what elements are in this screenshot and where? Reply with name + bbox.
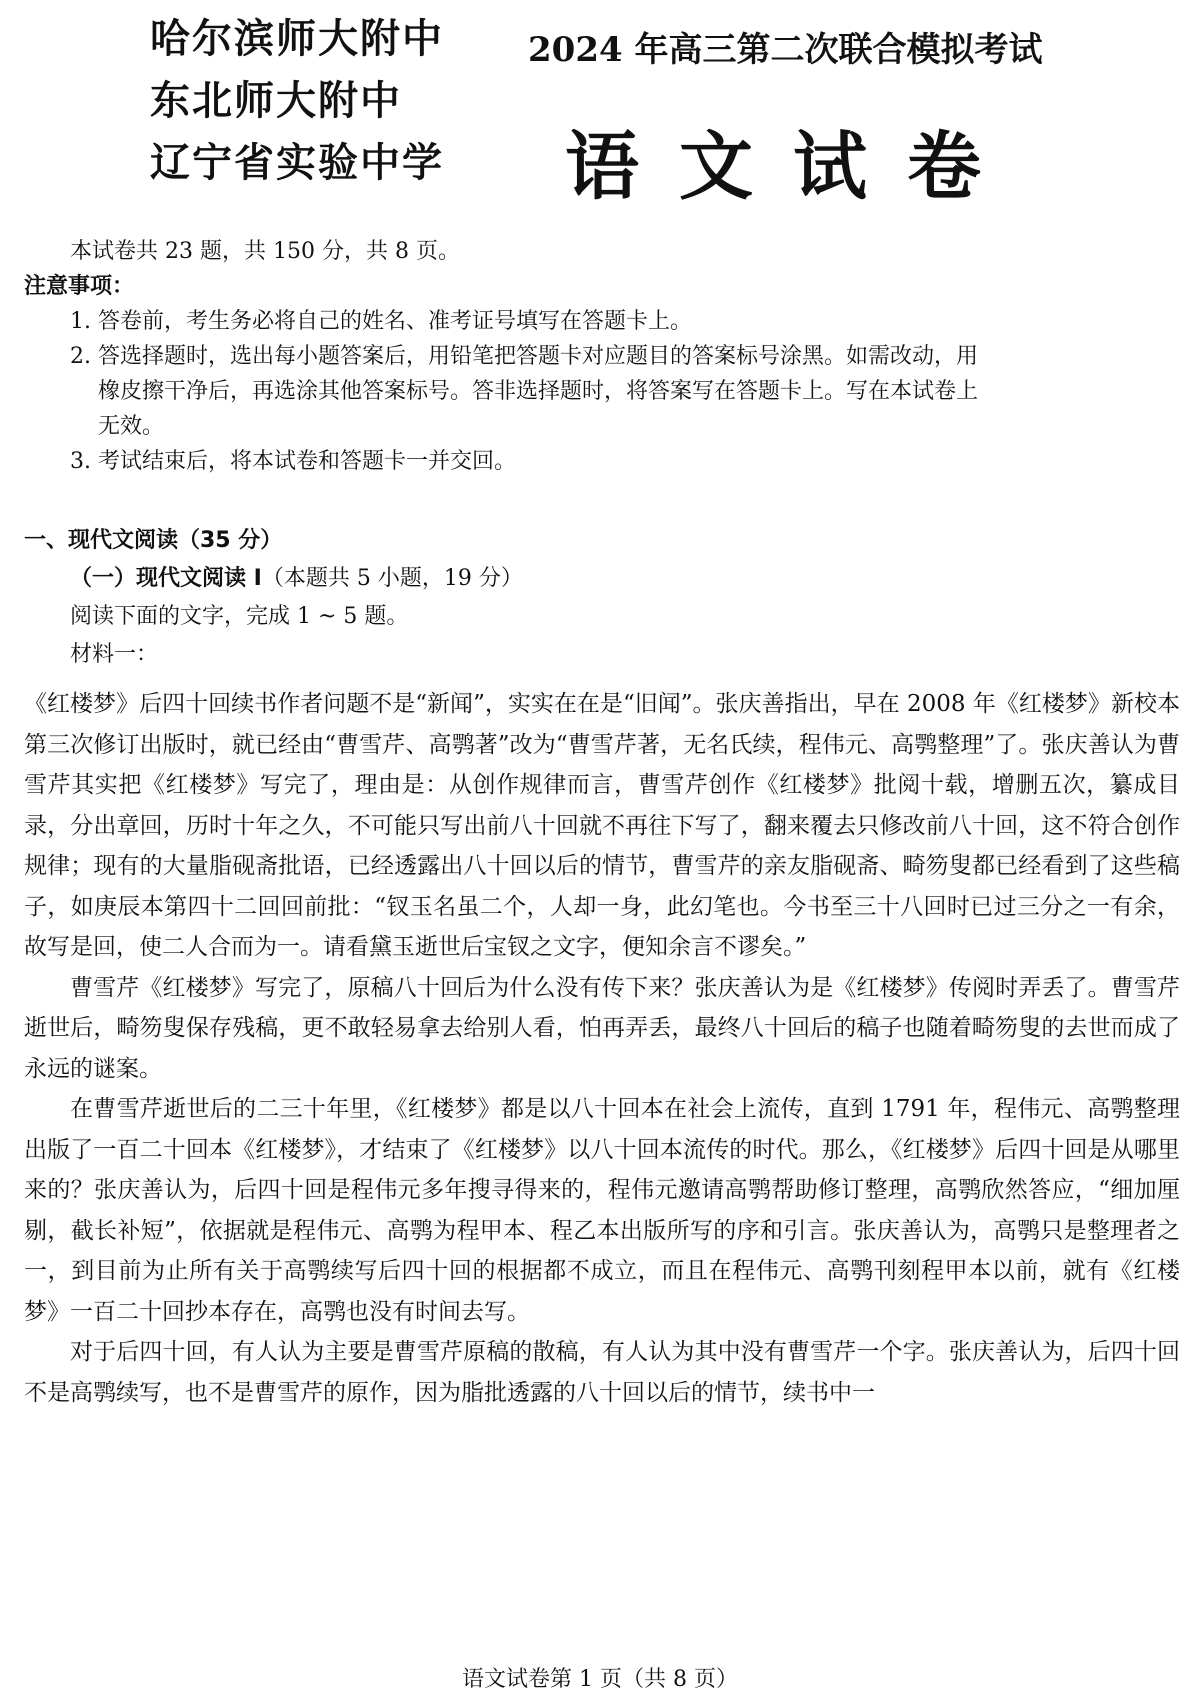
exam-title: 2024 年高三第二次联合模拟考试: [528, 30, 1043, 70]
note-item: 2. 答选择题时，选出每小题答案后，用铅笔把答题卡对应题目的答案标号涂黑。如需改动，用: [70, 344, 978, 369]
subject-title: 语文试卷: [565, 124, 1021, 210]
note-item: 无效。: [98, 414, 165, 439]
intro-text: 本试卷共 23 题，共 150 分，共 8 页。: [70, 239, 460, 264]
material-label: 材料一：: [70, 642, 159, 667]
reading-instruction: 阅读下面的文字，完成 1 ~ 5 题。: [70, 604, 409, 629]
section-title: 一、现代文阅读（35 分）: [24, 528, 283, 553]
note-item: 3. 考试结束后，将本试卷和答题卡一并交回。: [70, 449, 516, 474]
passage-paragraph: 对于后四十回，有人认为主要是曹雪芹原稿的散稿，有人认为其中没有曹雪芹一个字。张庆善认为，后四十回不是高鹗续写，也不是曹雪芹的原作，因为脂批透露的八十回以后的情节，续书中一: [24, 1339, 1180, 1406]
section-subtitle-rest: （本题共 5 小题，19 分）: [261, 566, 523, 591]
note-item: 橡皮擦干净后，再选涂其他答案标号。答非选择题时，将答案写在答题卡上。写在本试卷上: [98, 379, 979, 404]
instructions-block: [24, 234, 1176, 479]
school-names: [150, 8, 450, 194]
school-name: 哈尔滨师大附中: [150, 16, 444, 62]
notes-heading: 注意事项：: [24, 274, 135, 299]
reading-passage: [24, 684, 1180, 1413]
section-subtitle: [24, 560, 1176, 598]
school-name: 东北师大附中: [150, 78, 402, 124]
section-header: [24, 522, 1176, 674]
passage-paragraph: 曹雪芹《红楼梦》写完了，原稿八十回后为什么没有传下来？张庆善认为是《红楼梦》传阅时弄丢了。曹雪芹逝世后，畸笏叟保存残稿，更不敢轻易拿去给别人看，怕再弄丢，最终八十回后的稿子也随着畸笏叟的去世而成了永远的谜案。: [24, 974, 1180, 1082]
section-subtitle-bold: （一）现代文阅读 Ⅰ: [70, 566, 262, 591]
passage-paragraph: 《红楼梦》后四十回续书作者问题不是“新闻”，实实在在是“旧闻”。张庆善指出，早在 2008 年《红楼梦》新校本第三次修订出版时，就已经由“曹雪芹、高鹗著”改为“曹雪芹著，无名氏续，程伟元、高鹗整理”了。张庆善认为曹雪芹其实把《红楼梦》写完了，理由是：从创作规律而言，曹雪芹创作《红楼梦》批阅十载，增删五次，纂成目录，分出章回，历时十年之久，不可能只写出前八十回就不再往下写了，翻来覆去只修改前八十回，这不符合创作规律；现有的大量脂砚斋批语，已经透露出八十回以后的情节，曹雪芹的亲友脂砚斋、畸笏叟都已经看到了这些稿子，如庚辰本第四十二回回前批：“钗玉名虽二个，人却一身，此幻笔也。今书至三十八回时已过三分之一有余，故写是回，使二人合而为一。请看黛玉逝世后宝钗之文字，便知余言不谬矣。”: [24, 691, 1180, 960]
note-item: 1. 答卷前，考生务必将自己的姓名、准考证号填写在答题卡上。: [70, 309, 692, 334]
page-footer: 语文试卷第 1 页（共 8 页）: [462, 1667, 738, 1692]
passage-paragraph: 在曹雪芹逝世后的二三十年里，《红楼梦》都是以八十回本在社会上流传，直到 1791 年，程伟元、高鹗整理出版了一百二十回本《红楼梦》，才结束了《红楼梦》以八十回本流传的时代。那么，《红楼梦》后四十回是从哪里来的？张庆善认为，后四十回是程伟元多年搜寻得来的，程伟元邀请高鹗帮助修订整理，高鹗欣然答应，“细加厘剔，截长补短”，依据就是程伟元、高鹗为程甲本、程乙本出版所写的序和引言。张庆善认为，高鹗只是整理者之一，到目前为止所有关于高鹗续写后四十回的根据都不成立，而且在程伟元、高鹗刊刻程甲本以前，就有《红楼梦》一百二十回抄本存在，高鹗也没有时间去写。: [24, 1096, 1180, 1325]
school-name: 辽宁省实验中学: [150, 140, 444, 186]
